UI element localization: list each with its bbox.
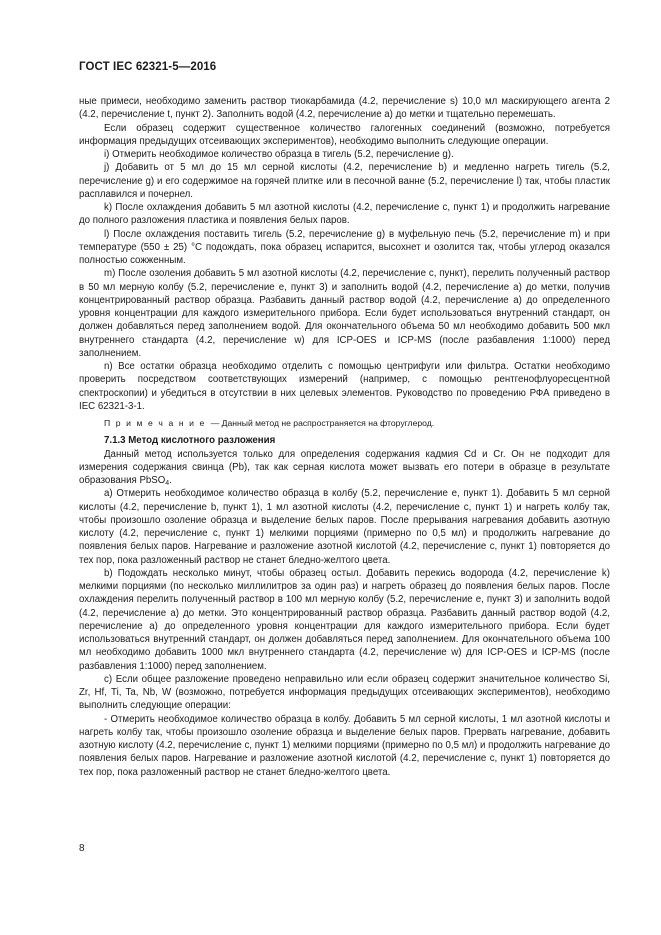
list-item-b: b) Подождать несколько минут, чтобы образец остыл. Добавить перекись водорода (4.2, перечисление k) мелкими порциями (по несколько миллилитров за один раз) и нагреть образец до появления белых паров. После охлаждения перелить полученный раствор в 100 мл мерную колбу (5.2, перечисление e, пункт 3) и заполнить водой (4.2, перечисление a) до метки. Это концентрированный раствор образца. Разбавить данный раствор водой (4.2, перечисление a) до определенного уровня концентрации для каждого измерительного прибора. Если будет использоваться внутренний стандарт, он должен добавляться перед заполнением. Для окончательного объема 100 мл необходимо добавить 1000 мкл внутреннего стандарта (4.2, перечисление w) для ICP-OES и ICP-MS (после разбавления 1:1000) перед заполнением. — [79, 567, 610, 672]
document-body — [79, 95, 610, 779]
paragraph-method-scope — [79, 448, 610, 488]
scope-text: Данный метод используется только для определения содержания кадмия Cd и Cr. Он не подходит для измерения содержания свинца (Pb), так как серная кислота может вызвать его потери в образце в результате образования PbSO — [79, 448, 610, 486]
paragraph-continuation: ные примеси, необходимо заменить раствор тиокарбамида (4.2, перечисление s) 10,0 мл маскирующего агента 2 (4.2, перечисление t, пункт 2). Заполнить водой (4.2, перечисление a) до метки и тщательно перемешать. — [79, 96, 610, 121]
scope-end: . — [169, 475, 172, 486]
section-title: 7.1.3 Метод кислотного разложения — [104, 435, 276, 447]
list-item-m: m) После озоления добавить 5 мл азотной кислоты (4.2, перечисление c, пункт), перелить полученный раствор в 50 мл мерную колбу (5.2, перечисление e, пункт 3) и заполнить водой (4.2, перечисление a) до метки, получив концентрированный раствор образца. Разбавить данный раствор водой (4.2, перечисление a) до определенного уровня концентрации для каждого измерительного прибора. Если будет использоваться внутренний стандарт, он должен добавляться перед заполнением водой. Для окончательного объема 50 мл необходимо добавить 500 мкл внутреннего стандарта (4.2, перечисление w) для ICP-OES и ICP-MS (после разбавления 1:1000) перед заполнением. — [79, 268, 610, 359]
list-item-i: i) Отмерить необходимое количество образца в тигель (5.2, перечисление g). — [104, 149, 454, 160]
list-item-a: a) Отмерить необходимое количество образца в колбу (5.2, перечисление e, пункт 1). Добавить 5 мл серной кислоты (4.2, перечисление b, пункт 1), 1 мл азотной кислоты (4.2, перечисление c, пункт 1) и нагреть колбу так, чтобы произошло озоление образца и выделение белых паров. После прерывания нагревания добавить азотную кислоту (4.2, перечисление c, пункт 1) мелкими порциями (примерно по 0,5 мл) и продолжить нагревание до появления белых паров. Нагревание и разложение азотной кислотой (4.2, перечисление c, пункт 1) повторяется до тех пор, пока разложенный раствор не станет бледно-желтого цвета. — [79, 488, 610, 566]
list-item-dash: - Отмерить необходимое количество образца в колбу. Добавить 5 мл серной кислоты, 1 мл азотной кислоты и нагреть колбу так, чтобы произошло озоление образца и выделение белых паров. Прервать нагревание, добавить азотную кислоту (4.2, перечисление c, пункт 1) мелкими порциями (примерно по 0,5 мл) и продолжить нагревание до появления белых паров. Нагревание и разложение азотной кислотой (4.2, перечисление c, пункт 1) повторяется до тех пор, пока разложенный раствор не станет бледно-желтого цвета. — [79, 713, 610, 778]
document-header: ГОСТ IEC 62321-5—2016 — [79, 61, 217, 73]
list-item-c: c) Если общее разложение проведено неправильно или если образец содержит значительное количество Si, Zr, Hf, Ti, Ta, Nb, W (возможно, потребуется информация предыдущих отсеивающих экспериментов), необходимо выполнить следующие операции: — [79, 673, 610, 712]
scope-subscript: 4 — [165, 480, 170, 487]
note — [79, 417, 610, 430]
list-item-j: j) Добавить от 5 мл до 15 мл серной кислоты (4.2, перечисление b) и медленно нагреть тигель (5.2, перечисление g) и его содержимое на горячей плитке или в песочной ванне (5.2, перечисление l) так, чтобы пластик расплавился и почернел. — [79, 162, 610, 200]
note-label: П р и м е ч а н и е — [104, 418, 206, 428]
list-item-k: k) После охлаждения добавить 5 мл азотной кислоты (4.2, перечисление c, пункт 1) и продолжить нагревание до полного разложения пластика и появления белых паров. — [79, 202, 610, 227]
page-number: 8 — [79, 843, 85, 854]
list-item-n: n) Все остатки образца необходимо отделить с помощью центрифуги или фильтра. Остатки необходимо проверить посредством соответствующих измерений (например, с помощью рентгенофлуоресцентной спектроскопии) и убедиться в отсутствии в них целевых элементов. Руководство по проведению РФА приведено в IEC 62321-3-1. — [79, 361, 610, 412]
paragraph-halogen-intro: Если образец содержит существенное количество галогенных соединений (возможно, потребуется информация предыдущих отсеивающих экспериментов), необходимо выполнить следующие операции. — [79, 122, 610, 147]
list-item-l: l) После охлаждения поставить тигель (5.2, перечисление g) в муфельную печь (5.2, перечисление m) и при температуре (550 ± 25) °С подождать, пока образец испарится, высохнет и озолится так, чтобы углерод оказался полностью сожженным. — [79, 228, 610, 266]
note-text: — Данный метод не распространяется на фторуглерод. — [210, 418, 435, 428]
